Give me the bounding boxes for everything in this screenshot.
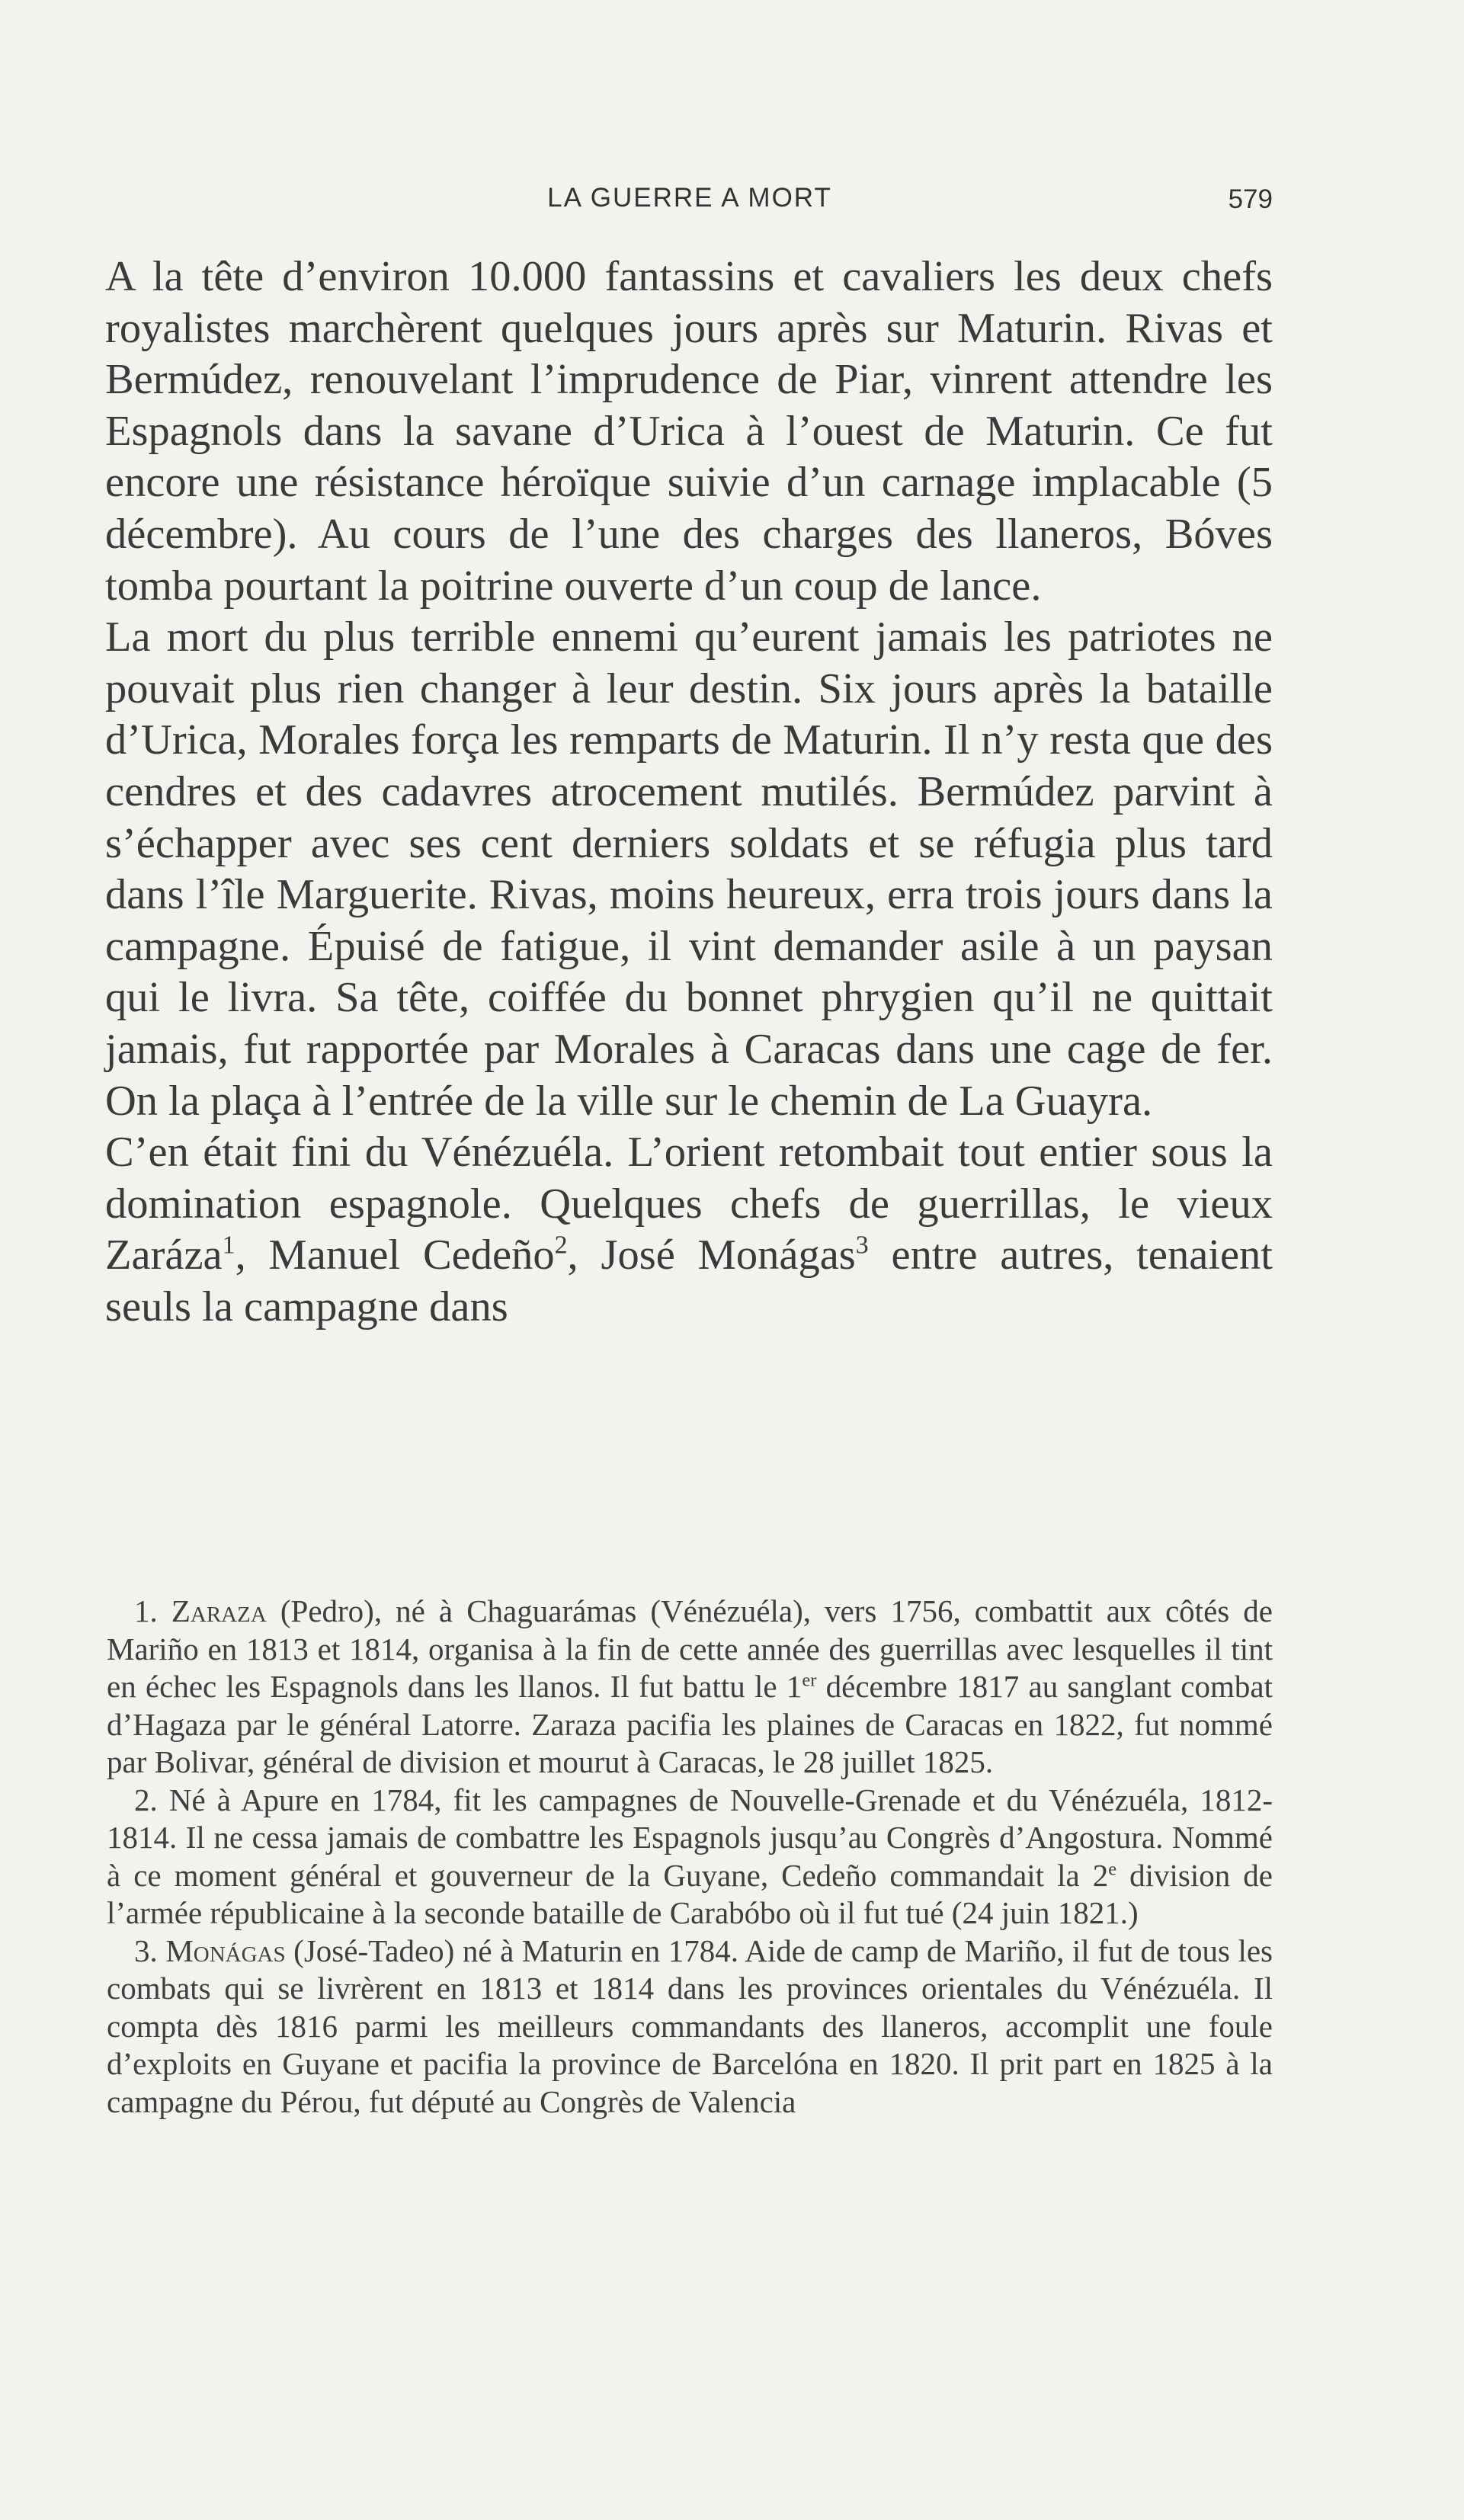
footnote-ref-3: 3 — [855, 1231, 869, 1260]
footnote-1-text: (Pedro), né à Chaguarámas (Vénézuéla), vers 1756, combattit aux côtés de Mariño en 1813 et 1814, organisa à la fin de cette année des guerrillas avec lesquelles il tint en échec les Espagnols dans les llanos. Il fut battu le 1 — [107, 1593, 1273, 1704]
paragraph-1: A la tête d’environ 10.000 fantassins et cavaliers les deux chefs royalistes marchèrent quelques jours après sur Maturin. Rivas et Bermúdez, renouvelant l’imprudence de Piar, vinrent attendre les Espagnols dans la savane d’Urica à l’ouest de Maturin. Ce fut encore une résistance héroïque suivie d’un carnage implacable (5 décembre). Au cours de l’une des charges des llaneros, Bóves tomba pourtant la poitrine ouverte d’un coup de lance. — [105, 253, 1273, 610]
footnote-1-sup: er — [802, 1670, 817, 1691]
footnote-1-number: 1. — [134, 1593, 158, 1628]
footnote-2 — [107, 1782, 1273, 1932]
running-title: LA GUERRE A MORT — [547, 183, 832, 213]
paragraph-3-part-4: entre autres, tenaient seuls la campagne dans — [105, 1231, 1273, 1330]
footnote-3-number: 3. — [134, 1932, 158, 1968]
paragraph-2: La mort du plus terrible ennemi qu’eurent jamais les patriotes ne pouvait plus rien changer à leur destin. Six jours après la bataille d’Urica, Morales força les remparts de Maturin. Il n’y resta que des cendres et des cadavres atrocement mutilés. Bermúdez parvint à s’échapper avec ses cent derniers soldats et se réfugia plus tard dans l’île Marguerite. Rivas, moins heureux, erra trois jours dans la campagne. Épuisé de fatigue, il vint demander asile à un paysan qui le livra. Sa tête, coiffée du bonnet phrygien qu’il ne quittait jamais, fut rapportée par Morales à Caracas dans une cage de fer. On la plaça à l’entrée de la ville sur le chemin de La Guayra. — [105, 613, 1273, 1125]
page-number: 579 — [1228, 184, 1273, 214]
footnote-2-number: 2. — [134, 1782, 158, 1817]
footnote-ref-1: 1 — [222, 1231, 235, 1260]
footnotes — [107, 1593, 1273, 2121]
paragraph-3-part-1: C’en était fini du Vénézuéla. L’orient retombait tout entier sous la domination espagnole. Quelques chefs de guerrillas, le vieux Zaráza — [105, 1129, 1273, 1279]
footnote-3-text: (José-Tadeo) né à Maturin en 1784. Aide de camp de Mariño, il fut de tous les combats qui se livrèrent en 1813 et 1814 dans les provinces orientales du Vénézuéla. Il compta dès 1816 parmi les meilleurs commandants des llaneros, accomplit une foule d’exploits en Guyane et pacifia la province de Barcelóna en 1820. Il prit part en 1825 à la campagne du Pérou, fut député au Congrès de Valencia — [107, 1932, 1273, 2119]
footnote-3 — [107, 1932, 1273, 2121]
body-text — [105, 251, 1273, 1333]
paragraph-3-part-2: , Manuel Cedeño — [235, 1231, 555, 1279]
paragraph-3 — [105, 1127, 1273, 1333]
footnote-2-text: Né à Apure en 1784, fit les campagnes de Nouvelle-Grenade et du Vénézuéla, 1812-1814. Il ne cessa jamais de combattre les Espagnols jusqu’au Congrès d’Angostura. Nommé à ce moment général et gouverneur de la Guyane, Cedeño commandait la 2 — [107, 1782, 1273, 1893]
footnote-1-text-2: décembre 1817 au sanglant combat d’Hagaza par le général Latorre. Zaraza pacifia les plaines de Caracas en 1822, fut nommé par Bolivar, général de division et mourut à Caracas, le 28 juillet 1825. — [107, 1669, 1273, 1779]
footnote-3-name: Monágas — [165, 1932, 286, 1968]
footnote-1 — [107, 1593, 1273, 1782]
footnote-2-text-2: division de l’armée républicaine à la seconde bataille de Carabóbo où il fut tué (24 juin 1821.) — [107, 1857, 1273, 1930]
footnote-ref-2: 2 — [554, 1231, 568, 1260]
running-header — [107, 183, 1273, 221]
paragraph-3-part-3: , José Monágas — [567, 1231, 856, 1279]
footnote-1-name: Zaraza — [171, 1593, 267, 1628]
footnote-2-sup: e — [1108, 1858, 1117, 1879]
